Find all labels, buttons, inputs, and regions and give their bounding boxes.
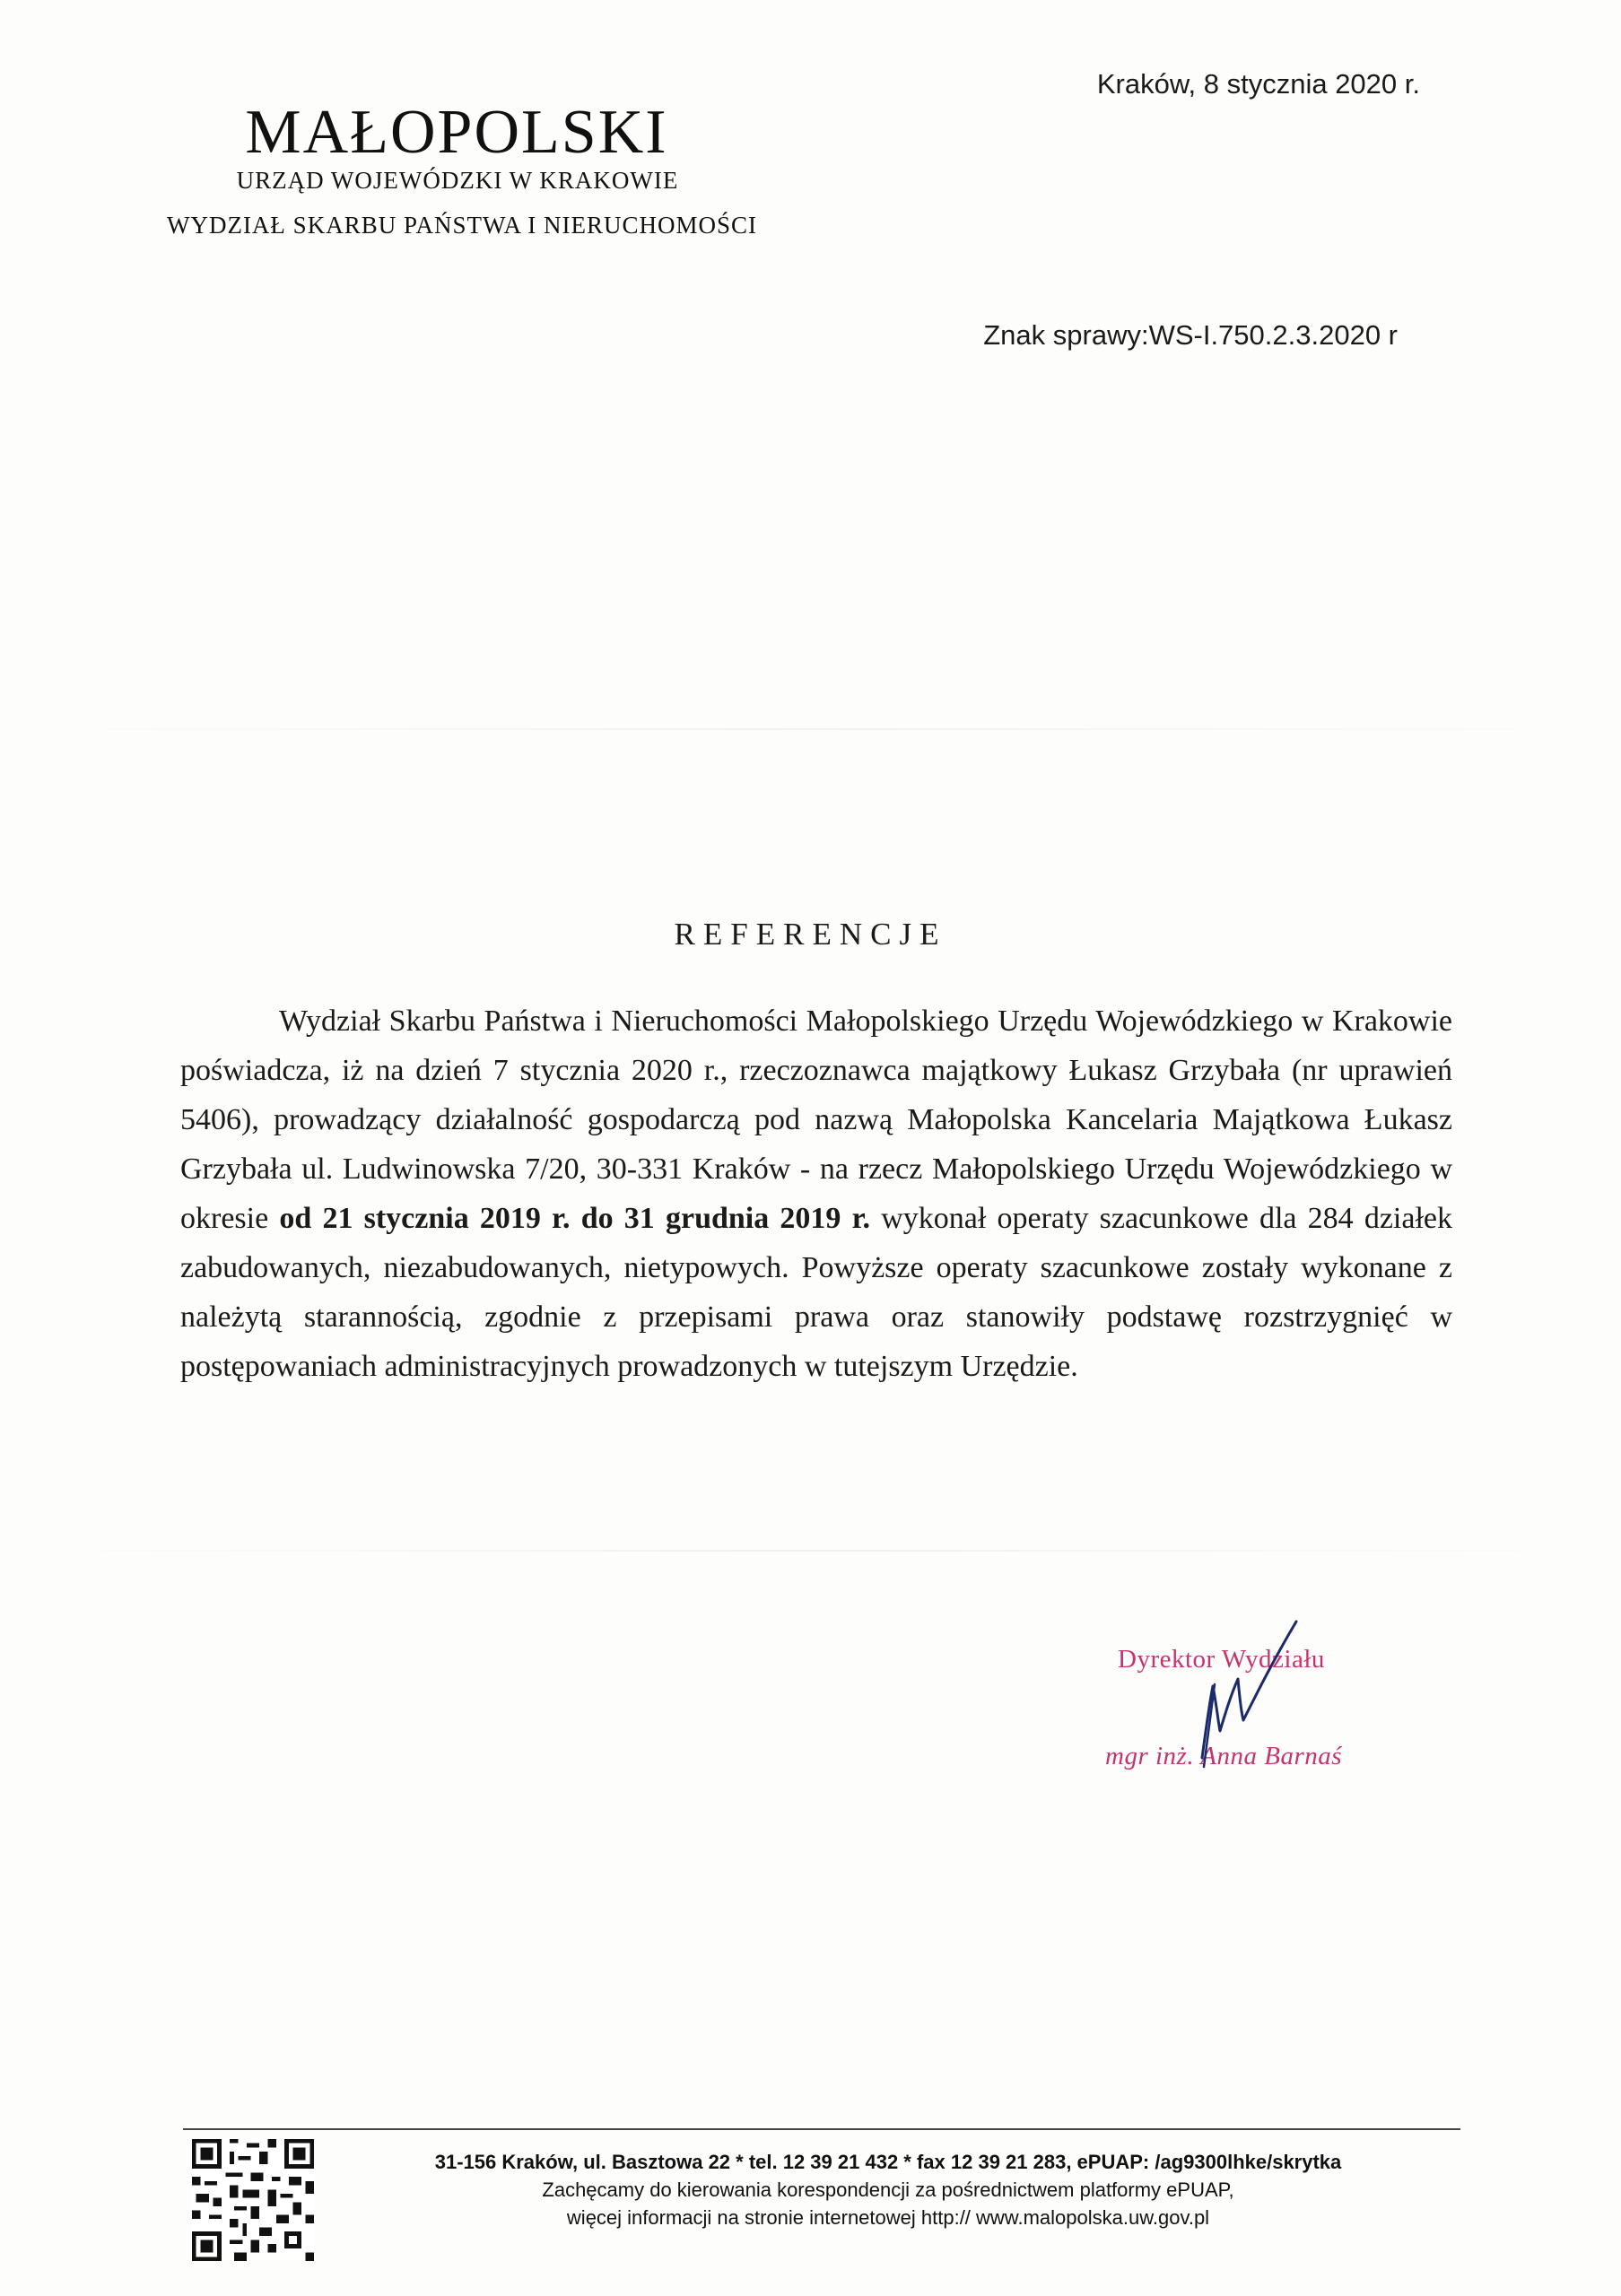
reference-body xyxy=(180,996,1452,1391)
signatory-title: Dyrektor Wydziału xyxy=(1118,1645,1325,1674)
case-number: Znak sprawy:WS-I.750.2.3.2020 r xyxy=(983,319,1398,351)
body-text-part: wykonał operaty szacunkowe dla 284 działek zabudowanych, niezabudowanych, nietypowych. Powyższe operaty szacunkowe zostały wykonane z należytą starannością, zgodnie z przepisami prawa oraz stanowiły podstawę rozstrzygnięć w postępowaniach administracyjnych prowadzonych w tutejszym Urzędzie. xyxy=(180,1202,1452,1383)
footer-website-line: więcej informacji na stronie internetowej http:// www.malopolska.uw.gov.pl xyxy=(566,2206,1210,2229)
footer-contact xyxy=(323,2148,1453,2231)
document-heading: REFERENCJE xyxy=(674,917,947,952)
qr-code-icon xyxy=(192,2139,314,2261)
letterhead-subtitle: URZĄD WOJEWÓDZKI W KRAKOWIE xyxy=(236,167,679,194)
body-date-to: do 31 grudnia 2019 r. xyxy=(580,1202,871,1235)
footer-divider xyxy=(183,2128,1460,2130)
paper-fold-line xyxy=(0,1550,1621,1552)
signatory-name: mgr inż. Anna Barnaś xyxy=(1105,1742,1343,1770)
paper-fold-line xyxy=(0,728,1621,730)
body-date-from: od 21 stycznia 2019 r. xyxy=(279,1202,571,1235)
body-text-part: Wydział Skarbu Państwa i Nieruchomości Małopolskiego Urzędu Wojewódzkiego w Krakowie poświadcza, iż na dzień 7 stycznia 2020 r., rzeczoznawca majątkowy Łukasz Grzybała (nr uprawień 5406), prowadzący działalność gospodarczą pod nazwą Małopolska Kancelaria Majątkowa Łukasz Grzybała ul. Ludwinowska 7/20, 30-331 Kraków - na rzecz Małopolskiego Urzędu Wojewódzkiego w okresie xyxy=(180,1004,1452,1235)
body-text-part xyxy=(571,1202,581,1235)
place-date: Kraków, 8 stycznia 2020 r. xyxy=(1096,68,1420,100)
letterhead-title: MAŁOPOLSKI xyxy=(245,98,668,167)
handwritten-signature xyxy=(1175,1614,1310,1785)
footer-address-line: 31-156 Kraków, ul. Basztowa 22 * tel. 12 39 21 432 * fax 12 39 21 283, ePUAP: /ag9300lhke/skrytka xyxy=(434,2151,1342,2173)
footer-epuap-line: Zachęcamy do kierowania korespondencji za pośrednictwem platformy ePUAP, xyxy=(542,2179,1234,2201)
letterhead-department: WYDZIAŁ SKARBU PAŃSTWA I NIERUCHOMOŚCI xyxy=(166,212,758,239)
